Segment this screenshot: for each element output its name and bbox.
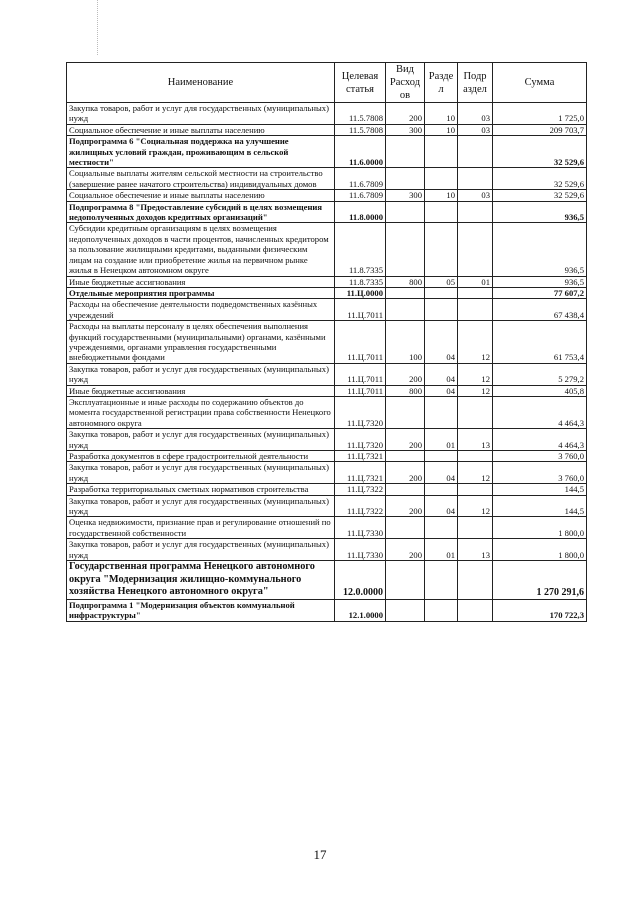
- cell-subsection: [458, 299, 493, 321]
- cell-section: [425, 136, 458, 168]
- cell-name: Эксплуатационные и иные расходы по содержанию объектов до момента государственной регистрации права собственности Ненецкого автономного округа: [67, 396, 335, 428]
- cell-subsection: [458, 599, 493, 621]
- cell-amount: 32 529,6: [493, 136, 587, 168]
- cell-amount: 936,5: [493, 276, 587, 287]
- cell-type: [386, 201, 425, 223]
- cell-amount: 1 725,0: [493, 103, 587, 125]
- table-row: [67, 495, 587, 517]
- header-name: Наименование: [67, 63, 335, 103]
- cell-section: 01: [425, 539, 458, 561]
- table-row: [67, 539, 587, 561]
- cell-name: Иные бюджетные ассигнования: [67, 276, 335, 287]
- cell-code: 11.6.0000: [335, 136, 386, 168]
- cell-amount: 170 722,3: [493, 599, 587, 621]
- cell-amount: 405,8: [493, 385, 587, 396]
- cell-amount: 209 703,7: [493, 124, 587, 135]
- cell-name: Подпрограмма 6 "Социальная поддержка на улучшение жилищных условий граждан, проживающим в сельской местности": [67, 136, 335, 168]
- header-subsection: Подр аздел: [458, 63, 493, 103]
- cell-amount: 3 760,0: [493, 462, 587, 484]
- cell-name: Подпрограмма 8 "Предоставление субсидий в целях возмещения недополученных доходов кредитных организаций": [67, 201, 335, 223]
- cell-subsection: [458, 223, 493, 276]
- cell-subsection: [458, 287, 493, 298]
- table-row: [67, 429, 587, 451]
- cell-type: 200: [386, 539, 425, 561]
- cell-name: Государственная программа Ненецкого автономного округа "Модернизация жилищно-коммунального хозяйства Ненецкого автономного округа": [67, 561, 335, 600]
- table-row: [67, 462, 587, 484]
- table-row: [67, 168, 587, 190]
- cell-section: 10: [425, 190, 458, 201]
- cell-amount: 5 279,2: [493, 363, 587, 385]
- cell-subsection: 01: [458, 276, 493, 287]
- cell-type: [386, 396, 425, 428]
- cell-subsection: [458, 396, 493, 428]
- table-row: [67, 287, 587, 298]
- cell-name: Закупка товаров, работ и услуг для государственных (муниципальных) нужд: [67, 462, 335, 484]
- cell-subsection: [458, 517, 493, 539]
- cell-subsection: 12: [458, 462, 493, 484]
- cell-code: 11.8.7335: [335, 223, 386, 276]
- cell-amount: 144,5: [493, 484, 587, 495]
- cell-section: [425, 168, 458, 190]
- cell-code: 11.Ц.7011: [335, 321, 386, 364]
- cell-name: Разработка документов в сфере градостроительной деятельности: [67, 451, 335, 462]
- cell-section: 05: [425, 276, 458, 287]
- cell-name: Социальное обеспечение и иные выплаты населению: [67, 190, 335, 201]
- cell-name: Социальное обеспечение и иные выплаты населению: [67, 124, 335, 135]
- table-row: [67, 385, 587, 396]
- cell-subsection: [458, 136, 493, 168]
- cell-amount: 4 464,3: [493, 396, 587, 428]
- table-row: [67, 299, 587, 321]
- cell-section: 01: [425, 429, 458, 451]
- cell-code: 11.8.0000: [335, 201, 386, 223]
- cell-code: 11.Ц.7320: [335, 429, 386, 451]
- cell-name: Иные бюджетные ассигнования: [67, 385, 335, 396]
- cell-section: 10: [425, 103, 458, 125]
- cell-type: 200: [386, 103, 425, 125]
- table-row: [67, 396, 587, 428]
- cell-section: [425, 451, 458, 462]
- cell-name: Расходы на обеспечение деятельности подведомственных казённых учреждений: [67, 299, 335, 321]
- cell-code: 11.Ц.7011: [335, 299, 386, 321]
- cell-type: [386, 484, 425, 495]
- cell-name: Подпрограмма 1 "Модернизация объектов коммунальной инфраструктуры": [67, 599, 335, 621]
- cell-type: [386, 287, 425, 298]
- cell-amount: 936,5: [493, 223, 587, 276]
- cell-section: [425, 599, 458, 621]
- cell-subsection: [458, 168, 493, 190]
- table-row: [67, 599, 587, 621]
- table-row: [67, 561, 587, 600]
- cell-type: [386, 136, 425, 168]
- cell-code: 11.Ц.7321: [335, 462, 386, 484]
- cell-name: Закупка товаров, работ и услуг для государственных (муниципальных) нужд: [67, 495, 335, 517]
- cell-name: Отдельные мероприятия программы: [67, 287, 335, 298]
- cell-code: 11.Ц.7011: [335, 363, 386, 385]
- cell-amount: 3 760,0: [493, 451, 587, 462]
- cell-amount: 936,5: [493, 201, 587, 223]
- header-amount: Сумма: [493, 63, 587, 103]
- cell-code: 11.Ц.7330: [335, 539, 386, 561]
- cell-section: 04: [425, 363, 458, 385]
- cell-code: 11.Ц.7322: [335, 484, 386, 495]
- cell-section: 04: [425, 385, 458, 396]
- cell-type: 200: [386, 429, 425, 451]
- cell-amount: 1 800,0: [493, 539, 587, 561]
- cell-section: [425, 223, 458, 276]
- page-number: 17: [313, 847, 327, 862]
- cell-type: [386, 517, 425, 539]
- cell-subsection: [458, 201, 493, 223]
- cell-amount: 144,5: [493, 495, 587, 517]
- cell-code: 11.5.7808: [335, 103, 386, 125]
- cell-type: 800: [386, 385, 425, 396]
- cell-code: 11.Ц.7320: [335, 396, 386, 428]
- table-row: [67, 136, 587, 168]
- cell-type: [386, 299, 425, 321]
- cell-code: 11.Ц.0000: [335, 287, 386, 298]
- cell-subsection: 12: [458, 495, 493, 517]
- cell-code: 11.Ц.7330: [335, 517, 386, 539]
- cell-type: [386, 168, 425, 190]
- cell-code: 11.8.7335: [335, 276, 386, 287]
- scan-artifact-line: [97, 0, 99, 55]
- cell-section: 04: [425, 462, 458, 484]
- cell-subsection: [458, 484, 493, 495]
- cell-section: [425, 396, 458, 428]
- cell-subsection: 12: [458, 363, 493, 385]
- table-row: [67, 484, 587, 495]
- cell-subsection: 12: [458, 385, 493, 396]
- cell-name: Расходы на выплаты персоналу в целях обеспечения выполнения функций государственными (муниципальными) органами, казёнными учреждениями, органами управления государственными внебюджетными фондами: [67, 321, 335, 364]
- cell-type: [386, 451, 425, 462]
- cell-section: 10: [425, 124, 458, 135]
- cell-section: 04: [425, 321, 458, 364]
- cell-code: 11.6.7809: [335, 190, 386, 201]
- table-row: [67, 517, 587, 539]
- cell-type: 200: [386, 495, 425, 517]
- cell-subsection: 13: [458, 539, 493, 561]
- cell-type: [386, 561, 425, 600]
- cell-code: 11.6.7809: [335, 168, 386, 190]
- cell-amount: 1 270 291,6: [493, 561, 587, 600]
- table-header-row: [67, 63, 587, 103]
- cell-subsection: 03: [458, 190, 493, 201]
- cell-amount: 77 607,2: [493, 287, 587, 298]
- cell-section: [425, 484, 458, 495]
- cell-name: Закупка товаров, работ и услуг для государственных (муниципальных) нужд: [67, 103, 335, 125]
- cell-section: 04: [425, 495, 458, 517]
- cell-code: 11.Ц.7322: [335, 495, 386, 517]
- cell-subsection: 03: [458, 103, 493, 125]
- cell-code: 11.Ц.7011: [335, 385, 386, 396]
- cell-amount: 61 753,4: [493, 321, 587, 364]
- cell-amount: 32 529,6: [493, 168, 587, 190]
- cell-subsection: [458, 451, 493, 462]
- cell-type: 300: [386, 124, 425, 135]
- table-row: [67, 223, 587, 276]
- table-row: [67, 451, 587, 462]
- cell-amount: 67 438,4: [493, 299, 587, 321]
- table-row: [67, 103, 587, 125]
- cell-code: 12.0.0000: [335, 561, 386, 600]
- table-row: [67, 201, 587, 223]
- header-type: Вид Расход ов: [386, 63, 425, 103]
- cell-section: [425, 201, 458, 223]
- cell-type: 800: [386, 276, 425, 287]
- cell-subsection: 13: [458, 429, 493, 451]
- cell-code: 11.5.7808: [335, 124, 386, 135]
- cell-type: 100: [386, 321, 425, 364]
- cell-type: 200: [386, 462, 425, 484]
- cell-type: [386, 599, 425, 621]
- table-row: [67, 363, 587, 385]
- cell-name: Субсидии кредитным организациям в целях возмещения недополученных доходов в части процентов, начисленных кредитором за пользование жилищными кредитами, выданными физическим лицам на создание или приобретение жилья на первичном рынке жилья в Ненецком автономном округе: [67, 223, 335, 276]
- cell-name: Социальные выплаты жителям сельской местности на строительство (завершение ранее начатого строительства) индивидуальных домов: [67, 168, 335, 190]
- table-row: [67, 276, 587, 287]
- cell-amount: 4 464,3: [493, 429, 587, 451]
- cell-type: [386, 223, 425, 276]
- cell-code: 11.Ц.7321: [335, 451, 386, 462]
- budget-table: [66, 62, 587, 622]
- cell-amount: 32 529,6: [493, 190, 587, 201]
- table-row: [67, 124, 587, 135]
- cell-name: Разработка территориальных сметных нормативов строительства: [67, 484, 335, 495]
- cell-amount: 1 800,0: [493, 517, 587, 539]
- cell-section: [425, 561, 458, 600]
- cell-section: [425, 287, 458, 298]
- header-code: Целевая статья: [335, 63, 386, 103]
- header-section: Разде л: [425, 63, 458, 103]
- table-body: [67, 103, 587, 622]
- cell-name: Закупка товаров, работ и услуг для государственных (муниципальных) нужд: [67, 363, 335, 385]
- table-row: [67, 190, 587, 201]
- cell-type: 300: [386, 190, 425, 201]
- cell-name: Закупка товаров, работ и услуг для государственных (муниципальных) нужд: [67, 429, 335, 451]
- cell-section: [425, 299, 458, 321]
- cell-name: Закупка товаров, работ и услуг для государственных (муниципальных) нужд: [67, 539, 335, 561]
- cell-code: 12.1.0000: [335, 599, 386, 621]
- cell-subsection: [458, 561, 493, 600]
- cell-subsection: 12: [458, 321, 493, 364]
- table-row: [67, 321, 587, 364]
- cell-subsection: 03: [458, 124, 493, 135]
- cell-section: [425, 517, 458, 539]
- cell-type: 200: [386, 363, 425, 385]
- cell-name: Оценка недвижимости, признание прав и регулирование отношений по государственной собственности: [67, 517, 335, 539]
